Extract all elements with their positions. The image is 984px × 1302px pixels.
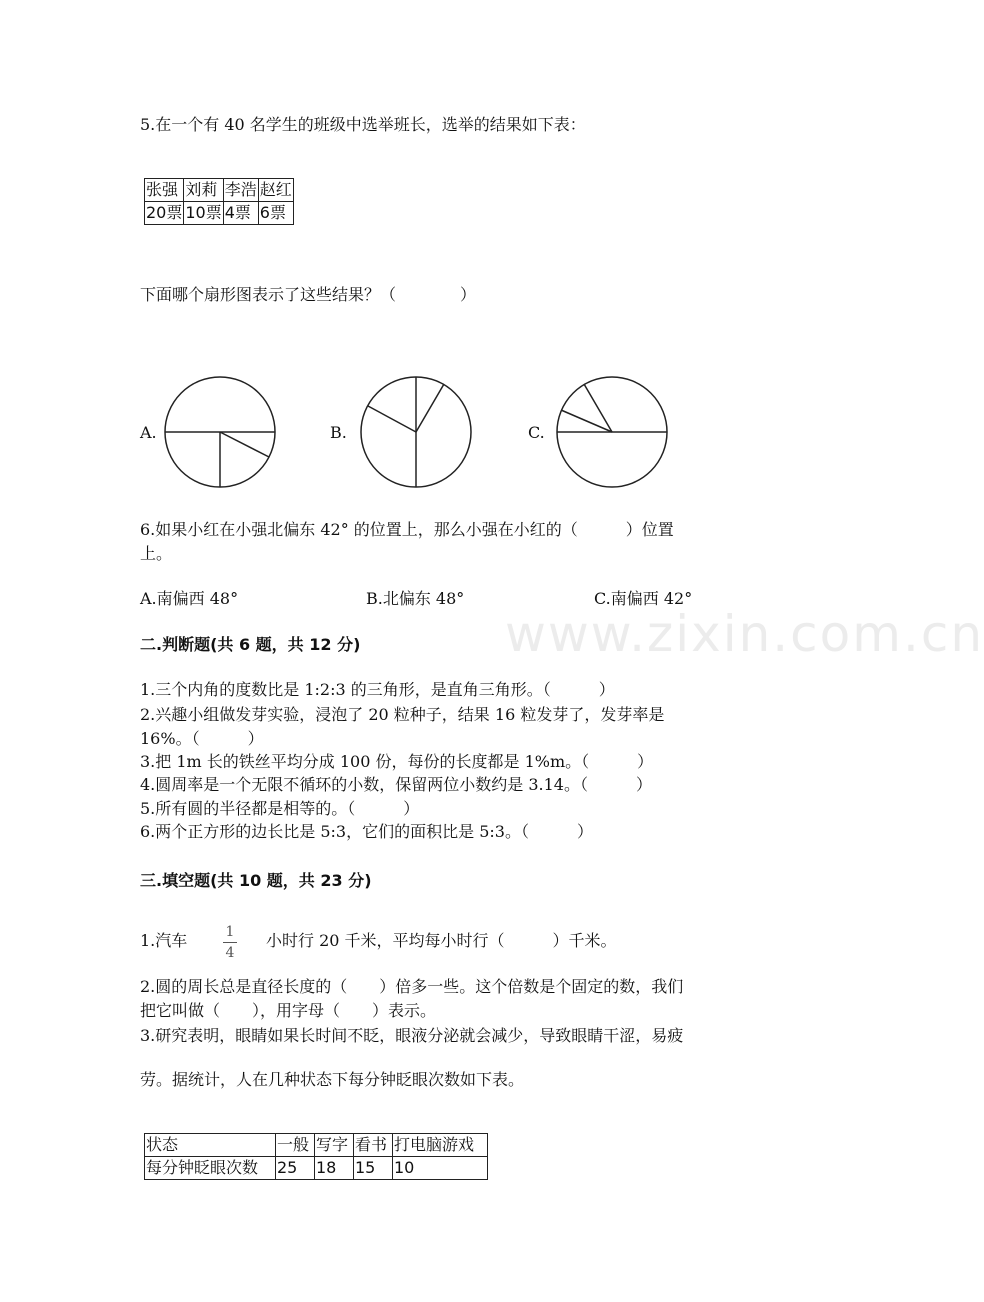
table-cell: 10 — [393, 1157, 488, 1180]
q6-line1: 6.如果小红在小强北偏东 42° 的位置上，那么小强在小红的（ ）位置 — [140, 520, 674, 539]
q3-2-line2: 把它叫做（ ），用字母（ ）表示。 — [140, 1001, 437, 1020]
table-cell: 18 — [315, 1157, 354, 1180]
table-row — [145, 1157, 488, 1180]
table-cell: 打电脑游戏 — [393, 1134, 488, 1157]
q5-question: 下面哪个扇形图表示了这些结果？（ ） — [140, 285, 477, 304]
list-item: 5.所有圆的半径都是相等的。（ ） — [140, 799, 420, 818]
fraction-numerator: 1 — [225, 924, 235, 940]
list-item: 1.三个内角的度数比是 1:2:3 的三角形，是直角三角形。（ ） — [140, 680, 615, 699]
q5-prompt: 5.在一个有 40 名学生的班级中选举班长，选举的结果如下表： — [140, 115, 586, 134]
pie-chart-a[interactable] — [160, 372, 280, 492]
pie-b-radius — [368, 406, 416, 432]
option-c-label[interactable]: C. — [528, 423, 545, 442]
section3-heading: 三.填空题(共 10 题，共 23 分) — [140, 871, 372, 890]
pie-chart-b[interactable] — [356, 370, 476, 490]
watermark: www.zixin.com.cn — [505, 605, 984, 663]
list-item: 6.两个正方形的边长比是 5:3，它们的面积比是 5:3。（ ） — [140, 822, 593, 841]
table-cell: 赵红 — [258, 179, 293, 202]
option-b-label[interactable]: B. — [330, 423, 347, 442]
q6-line2: 上。 — [140, 544, 173, 563]
list-item: 2.兴趣小组做发芽实验，浸泡了 20 粒种子，结果 16 粒发芽了，发芽率是 — [140, 705, 665, 724]
q3-1-suffix: 小时行 20 千米，平均每小时行（ ）千米。 — [266, 931, 617, 950]
table-cell: 写字 — [315, 1134, 354, 1157]
table-cell: 每分钟眨眼次数 — [145, 1157, 276, 1180]
table-cell: 张强 — [145, 179, 184, 202]
vote-table — [144, 178, 294, 225]
q6-option-a[interactable]: A.南偏西 48° — [140, 589, 239, 608]
table-cell: 一般 — [276, 1134, 315, 1157]
table-row — [145, 179, 294, 202]
section2-heading: 二.判断题(共 6 题，共 12 分) — [140, 635, 361, 654]
fraction-one-quarter — [223, 924, 237, 961]
blink-table — [144, 1133, 488, 1180]
fraction-bar — [223, 942, 237, 943]
table-cell: 刘莉 — [184, 179, 223, 202]
table-cell: 状态 — [145, 1134, 276, 1157]
table-row — [145, 1134, 488, 1157]
table-cell: 李浩 — [223, 179, 258, 202]
list-item: 3.把 1m 长的铁丝平均分成 100 份，每份的长度都是 1%m。（ ） — [140, 752, 654, 771]
table-cell: 20票 — [145, 202, 184, 225]
list-item: 16%。（ ） — [140, 729, 264, 748]
pie-a-radius — [220, 432, 269, 457]
q3-3-line2: 劳。据统计，人在几种状态下每分钟眨眼次数如下表。 — [140, 1070, 525, 1089]
q3-3-line1: 3.研究表明，眼睛如果长时间不眨，眼液分泌就会减少，导致眼睛干涩，易疲 — [140, 1026, 684, 1045]
option-a-label[interactable]: A. — [140, 423, 157, 442]
pie-c-radius — [561, 410, 612, 432]
table-cell: 10票 — [184, 202, 223, 225]
pie-c-radius — [584, 384, 612, 432]
table-cell: 25 — [276, 1157, 315, 1180]
pie-b-radius — [416, 384, 444, 432]
q6-option-b[interactable]: B.北偏东 48° — [366, 589, 465, 608]
table-cell: 6票 — [258, 202, 293, 225]
q6-option-c[interactable]: C.南偏西 42° — [594, 589, 693, 608]
table-cell: 15 — [354, 1157, 393, 1180]
table-row — [145, 202, 294, 225]
pie-chart-c[interactable] — [552, 372, 672, 492]
table-cell: 看书 — [354, 1134, 393, 1157]
table-cell: 4票 — [223, 202, 258, 225]
list-item: 4.圆周率是一个无限不循环的小数，保留两位小数约是 3.14。（ ） — [140, 775, 652, 794]
q3-1-prefix: 1.汽车 — [140, 931, 188, 950]
q3-2-line1: 2.圆的周长总是直径长度的（ ）倍多一些。这个倍数是个固定的数，我们 — [140, 977, 684, 996]
fraction-denominator: 4 — [225, 945, 235, 961]
